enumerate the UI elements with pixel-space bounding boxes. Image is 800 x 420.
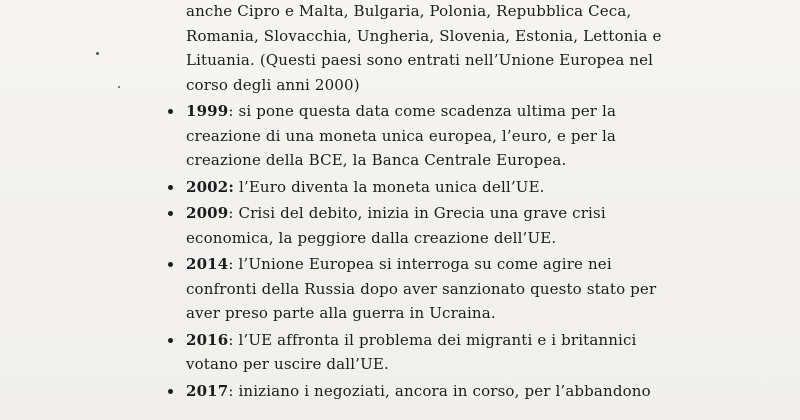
item-line: creazione della BCE, la Banca Centrale Europea. (186, 151, 567, 169)
intro-line: anche Cipro e Malta, Bulgaria, Polonia, Repubblica Ceca, (186, 2, 632, 20)
scan-speck (96, 52, 99, 55)
intro-line: Romania, Slovacchia, Ungheria, Slovenia, Estonia, Lettonia e (186, 26, 662, 45)
item-year: 2002: (186, 177, 235, 196)
timeline-item-2014 (168, 252, 688, 326)
item-text: : si pone questa data come scadenza ultima per la (228, 102, 617, 120)
item-text: : Crisi del debito, inizia in Grecia una grave crisi (228, 204, 606, 222)
bullet-icon (168, 211, 173, 216)
document-body (168, 0, 688, 403)
item-year: 2017 (186, 381, 229, 400)
bullet-icon (168, 109, 173, 114)
item-line: economica, la peggiore dalla creazione dell’UE. (186, 228, 557, 247)
item-year: 1999 (186, 102, 229, 120)
item-first-line (186, 201, 688, 226)
timeline-item-2009 (168, 201, 688, 250)
scan-speck (118, 86, 120, 88)
item-first-line (186, 252, 688, 277)
item-text: : l’UE affronta il problema dei migranti e i britannici (228, 330, 637, 349)
intro-line: Lituania. (Questi paesi sono entrati nell’Unione Europea nel (186, 51, 654, 69)
item-first-line (186, 328, 688, 353)
item-line: confronti della Russia dopo aver sanzionato questo stato per (186, 279, 657, 298)
timeline-item-2017 (168, 379, 688, 404)
item-line: aver preso parte alla guerra in Ucraina. (186, 304, 496, 322)
timeline-item-2016 (168, 328, 688, 377)
item-text: l’Euro diventa la moneta unica dell’UE. (234, 177, 545, 196)
item-year: 2009 (186, 204, 229, 222)
bullet-icon (168, 389, 173, 394)
item-line: votano per uscire dall’UE. (186, 355, 389, 373)
bullet-icon (168, 338, 173, 343)
item-first-line (186, 379, 688, 404)
item-text: : iniziano i negoziati, ancora in corso, per l’abbandono (228, 381, 651, 400)
item-first-line (186, 99, 688, 124)
timeline-item-2002 (168, 175, 688, 200)
item-line: creazione di una moneta unica europea, l’euro, e per la (186, 126, 616, 145)
bullet-icon (168, 185, 173, 190)
intro-line: corso degli anni 2000) (186, 75, 360, 94)
item-first-line (186, 175, 688, 200)
bullet-icon (168, 262, 173, 267)
item-text: : l’Unione Europea si interroga su come agire nei (228, 255, 612, 273)
item-year: 2016 (186, 330, 229, 349)
item-year: 2014 (186, 255, 229, 273)
timeline-item-1999 (168, 99, 688, 173)
